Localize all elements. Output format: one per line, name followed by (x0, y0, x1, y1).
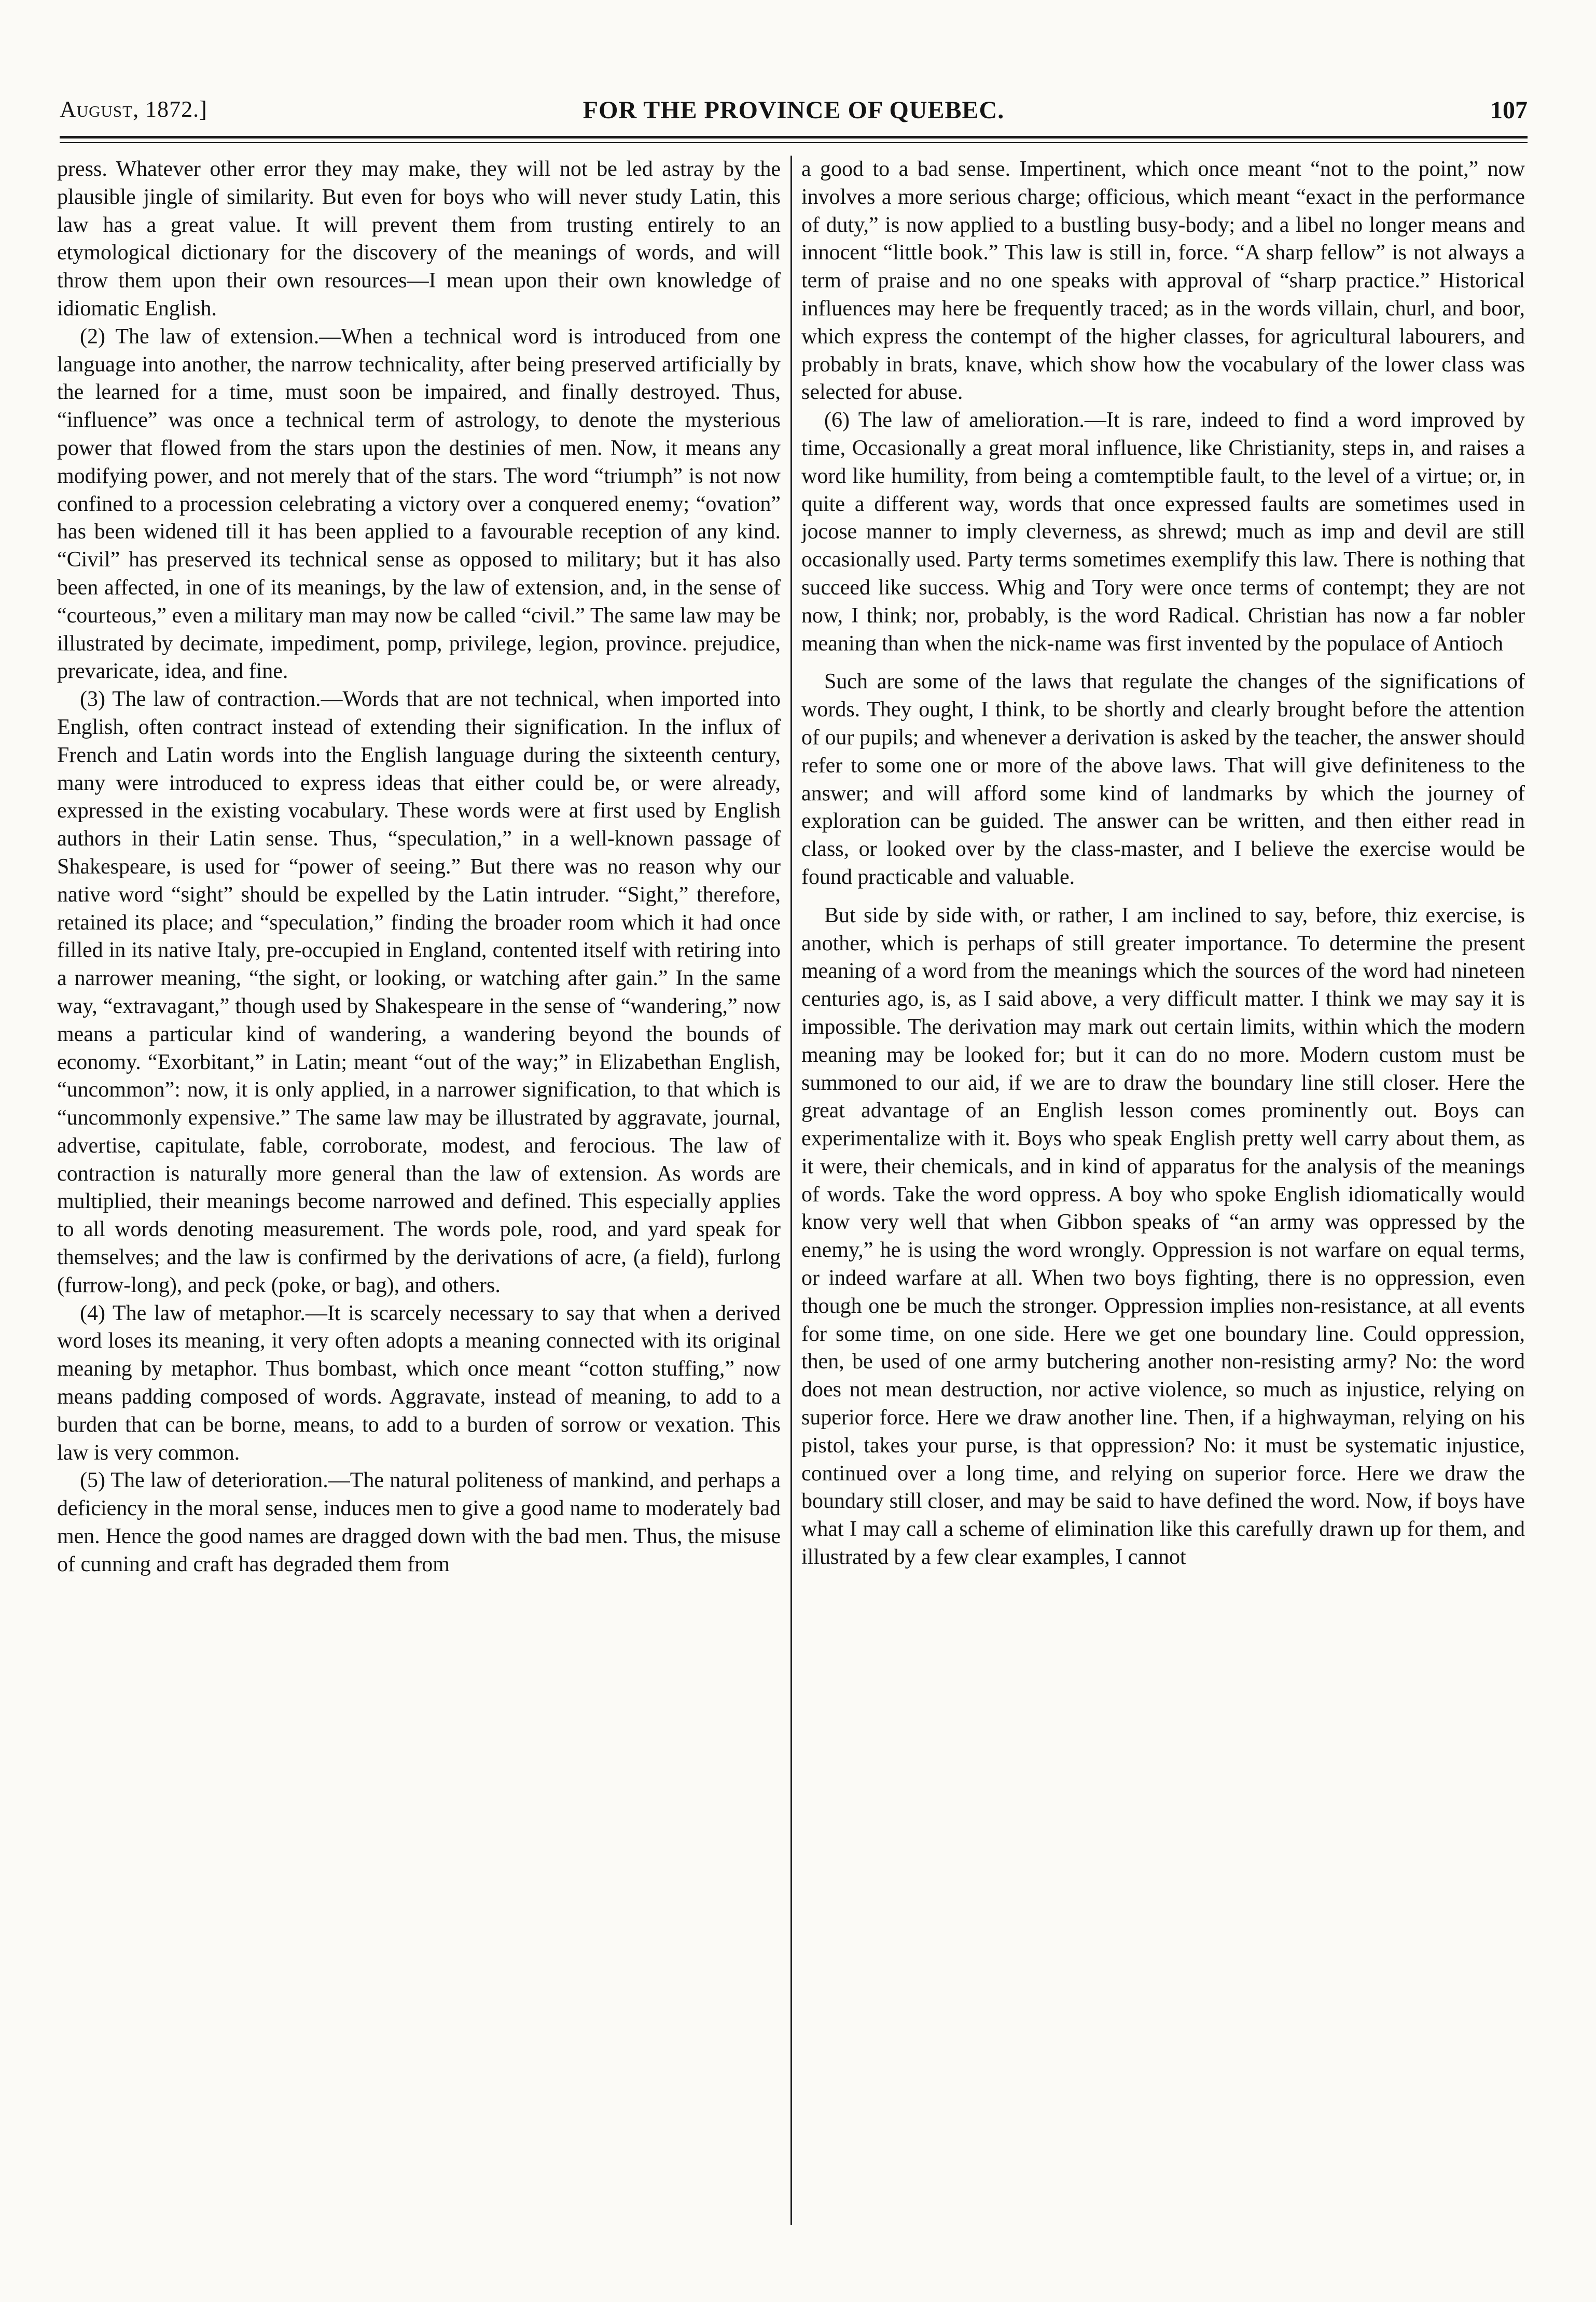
right-column (801, 156, 1525, 2225)
running-title: FOR THE PROVINCE OF QUEBEC. (582, 96, 1005, 124)
column-divider (790, 156, 792, 2225)
paragraph-law-of-contraction: (3) The law of contraction.—Words that are not technical, when imported into English, often contract instead of extending their signification. In the influx of French and Latin words into the English language during the sixteenth century, many were introduced to express ideas that either could be, or were already, expressed in the existing vocabulary. These words were at first used by English authors in their Latin sense. Thus, “speculation,” in a well-known passage of Shakespeare, is used for “power of seeing.” But there was no reason why our native word “sight” should be expelled by the Latin intruder. “Sight,” therefore, retained its place; and “speculation,” finding the broader room which it had once filled in its native Italy, pre-occupied in England, contented itself with retiring into a narrower meaning, “the sight, or looking, or watching after gain.” In the same way, “extravagant,” though used by Shakespeare in the sense of “wandering,” now means a particular kind of wandering, a wandering beyond the bounds of economy. “Exorbitant,” in Latin; meant “out of the way;” in Elizabethan English, “uncommon”: now, it is only applied, in a narrower signification, to that which is “uncommonly expensive.” The same law may be illustrated by aggravate, journal, advertise, capitulate, fable, corroborate, modest, and ferocious. The law of contraction is naturally more general than the law of extension. As words are multiplied, their meanings become narrowed and defined. This especially applies to all words denoting measurement. The words pole, rood, and yard speak for themselves; and the law is confirmed by the derivations of acre, (a field), furlong (furrow-long), and peck (poke, or bag), and others. (57, 687, 781, 1297)
header-rule-thick (60, 136, 1528, 138)
paragraph-side-by-side: But side by side with, or rather, I am inclined to say, before, thiz exercise, is another, which is perhaps of still greater importance. To determine the present meaning of a word from the meanings which the sources of the word had nineteen centuries ago, is, as I said above, a very difficult matter. I think we may say it is impossible. The derivation may mark out certain limits, within which the modern meaning may be looked for; but it can do no more. Modern custom must be summoned to our aid, if we are to draw the boundary line still closer. Here the great advantage of an English lesson comes prominently out. Boys can experimentalize with it. Boys who speak English pretty well carry about them, as it were, their chemicals, and in kind of apparatus for the analysis of the meanings of words. Take the word oppress. A boy who spoke English idiomatically would know very well that when Gibbon speaks of “an army was oppressed by the enemy,” he is using the word wrongly. Oppression is not warfare on equal terms, or indeed warfare at all. When two boys fighting, there is no oppression, even though one be much the stronger. Oppression implies non-resistance, at all events for some time, on one side. Here we get one boundary line. Could oppression, then, be used of one army butchering another non-resisting army? No: the word does not mean destruction, nor active violence, so much as injustice, relying on superior force. Here we draw another line. Then, if a highwayman, relying on his pistol, takes your purse, is that oppression? No: it must be systematic injustice, continued over a long time, and relying on superior force. Here we draw the boundary still closer, and may be said to have defined the word. Now, if boys have what I may call a scheme of elimination like this carefully drawn up for them, and illustrated by a few clear examples, I cannot (801, 903, 1525, 1570)
left-column (57, 156, 781, 2225)
issue-date: August, 1872.] (60, 96, 207, 122)
paragraph-summary-of-laws: Such are some of the laws that regulate the changes of the significations of words. They ought, I think, to be shortly and clearly brought before the attention of our pupils; and whenever a derivation is asked by the teacher, the answer should refer to some one or more of the above laws. That will give definiteness to the answer; and will afford some kind of landmarks by which the journey of exploration can be guided. The answer can be written, and then either read in class, or looked over by the class-master, and I believe the exercise would be found practicable and valuable. (801, 670, 1525, 889)
paragraph-law-of-amelioration: (6) The law of amelioration.—It is rare, indeed to find a word improved by time, Occasionally a great moral influence, like Christianity, steps in, and raises a word like humility, from being a comtemptible fault, to the level of a virtue; or, in quite a different way, words that once expressed faults are sometimes used in jocose manner to imply cleverness, as shrewd; much as imp and devil are still occasionally used. Party terms sometimes exemplify this law. There is nothing that succeed like success. Whig and Tory were once terms of contempt; they are not now, I think; nor, probably, is the word Radical. Christian has now a far nobler meaning than when the nick-name was first invented by the populace of Antioch (801, 408, 1525, 656)
paragraph-law-of-deterioration: (5) The law of deterioration.—The natural politeness of mankind, and perhaps a deficiency in the moral sense, induces men to give a good name to moderately bad men. Hence the good names are dragged down with the bad men. Thus, the misuse of cunning and craft has degraded them from (57, 1468, 781, 1576)
running-header (60, 96, 1528, 132)
paragraph-law-of-metaphor: (4) The law of metaphor.—It is scarcely necessary to say that when a derived word loses its meaning, it very often adopts a meaning connected with its original meaning by metaphor. Thus bombast, which once meant “cotton stuffing,” now means padding composed of words. Aggravate, instead of meaning, to add to a burden that can be borne, means, to add to a burden of sorrow or vexation. This law is very common. (57, 1301, 781, 1465)
paragraph-deterioration-continued: a good to a bad sense. Impertinent, which once meant “not to the point,” now involves a more serious charge; officious, which meant “exact in the performance of duty,” is now applied to a bustling busy-body; and a libel no longer means and innocent “little book.” This law is still in, force. “A sharp fellow” is not always a term of praise and no one speaks with approval of “sharp practice.” Historical influences may here be frequently traced; as in the words villain, churl, and boor, which express the contempt of the higher classes, for agricultural labourers, and probably in brats, knave, which show how the vocabulary of the lower class was selected for abuse. (801, 157, 1525, 405)
header-rule-thin (60, 142, 1528, 143)
page-number: 107 (1490, 96, 1528, 124)
paragraph-law-of-extension: (2) The law of extension.—When a technical word is introduced from one language into another, the narrow technicality, after being preserved artificially by the learned for a time, must soon be impaired, and finally destroyed. Thus, “influence” was once a technical term of astrology, to denote the mysterious power that flowed from the stars upon the destinies of men. Now, it means any modifying power, and not merely that of the stars. The word “triumph” is not now confined to a procession celebrating a victory over a conquered enemy; “ovation” has been widened till it has been applied to a favourable reception of any kind. “Civil” has preserved its technical sense as opposed to military; but it has also been affected, in one of its meanings, by the law of extension, and, in the sense of “courteous,” even a military man may now be called “civil.” The same law may be illustrated by decimate, impediment, pomp, privilege, legion, province. prejudice, prevaricate, idea, and fine. (57, 324, 781, 684)
paragraph-continuation: press. Whatever other error they may make, they will not be led astray by the plausible jingle of similarity. But even for boys who will never study Latin, this law has a great value. It will prevent them from trusting entirely to an etymological dictionary for the discovery of the meanings of words, and will throw them upon their own resources—I mean upon their own knowledge of idiomatic English. (57, 157, 781, 321)
